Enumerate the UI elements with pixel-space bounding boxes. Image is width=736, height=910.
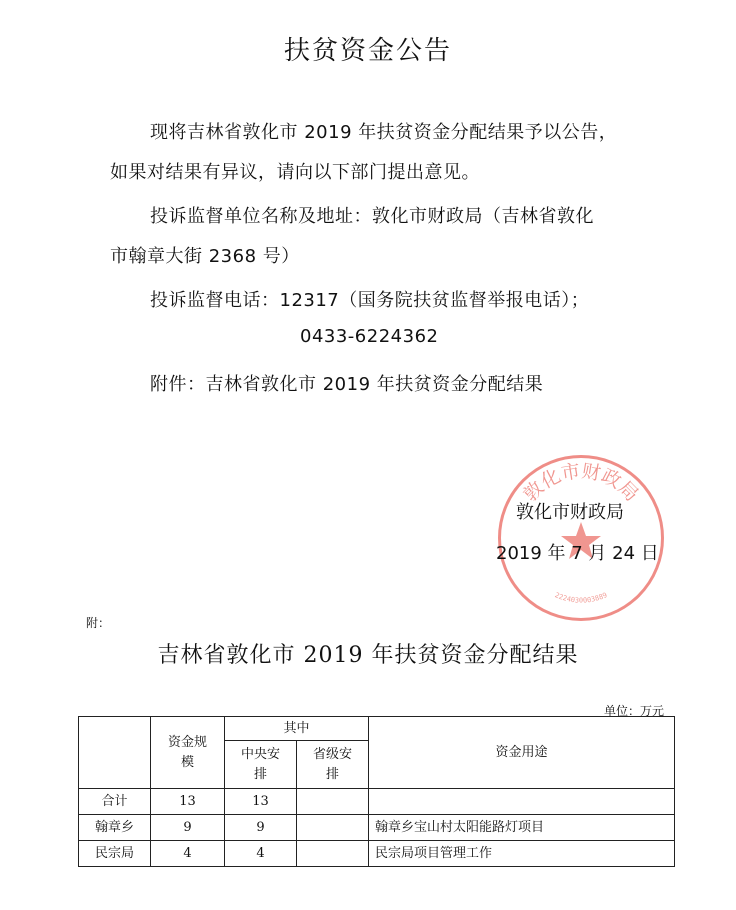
table-row <box>79 815 675 841</box>
header-fund-usage: 资金用途 <box>369 717 675 789</box>
header-central-allocation: 中央安排 <box>225 741 297 789</box>
svg-text:2224030003889 <box>554 591 609 604</box>
attachment-note: 附件：吉林省敦化市 2019 年扶贫资金分配结果 <box>150 374 544 395</box>
header-provincial-allocation: 省级安排 <box>297 741 369 789</box>
complaint-address-line-1: 投诉监督单位名称及地址：敦化市财政局（吉林省敦化 <box>150 206 594 227</box>
header-of-which: 其中 <box>225 717 369 741</box>
row-central-allocation: 4 <box>225 841 297 867</box>
row-fund-usage <box>369 789 675 815</box>
row-fund-scale: 9 <box>151 815 225 841</box>
row-fund-scale: 13 <box>151 789 225 815</box>
signature-organization: 敦化市财政局 <box>516 502 624 523</box>
row-name: 民宗局 <box>79 841 151 867</box>
official-seal <box>498 455 664 621</box>
seal-text: 敦化市财政局 <box>519 460 643 506</box>
row-name: 翰章乡 <box>79 815 151 841</box>
header-fund-scale: 资金规模 <box>151 717 225 789</box>
row-fund-usage: 民宗局项目管理工作 <box>369 841 675 867</box>
notice-paragraph-2: 如果对结果有异议，请向以下部门提出意见。 <box>110 162 480 183</box>
seal-number: 2224030003889 <box>553 591 609 605</box>
row-fund-usage: 翰章乡宝山村太阳能路灯项目 <box>369 815 675 841</box>
table-row <box>79 841 675 867</box>
attachment-title: 吉林省敦化市 2019 年扶贫资金分配结果 <box>157 643 579 668</box>
complaint-phone-line-1: 投诉监督电话：12317（国务院扶贫监督举报电话）； <box>150 290 590 311</box>
complaint-phone-line-2: 0433-6224362 <box>300 326 439 347</box>
row-provincial-allocation <box>297 841 369 867</box>
complaint-address-line-2: 市翰章大街 2368 号） <box>110 246 300 267</box>
allocation-table <box>78 716 675 867</box>
row-provincial-allocation <box>297 789 369 815</box>
row-provincial-allocation <box>297 815 369 841</box>
row-central-allocation: 9 <box>225 815 297 841</box>
table-row <box>79 789 675 815</box>
unit-label: 单位：万元 <box>604 704 665 718</box>
row-fund-scale: 4 <box>151 841 225 867</box>
row-central-allocation: 13 <box>225 789 297 815</box>
signature-date: 2019 年 7 月 24 日 <box>496 543 659 564</box>
row-name: 合计 <box>79 789 151 815</box>
notice-paragraph-1: 现将吉林省敦化市 2019 年扶贫资金分配结果予以公告， <box>150 122 618 143</box>
attachment-label: 附： <box>86 616 111 630</box>
notice-title: 扶贫资金公告 <box>283 36 452 66</box>
header-blank-cell <box>79 717 151 789</box>
